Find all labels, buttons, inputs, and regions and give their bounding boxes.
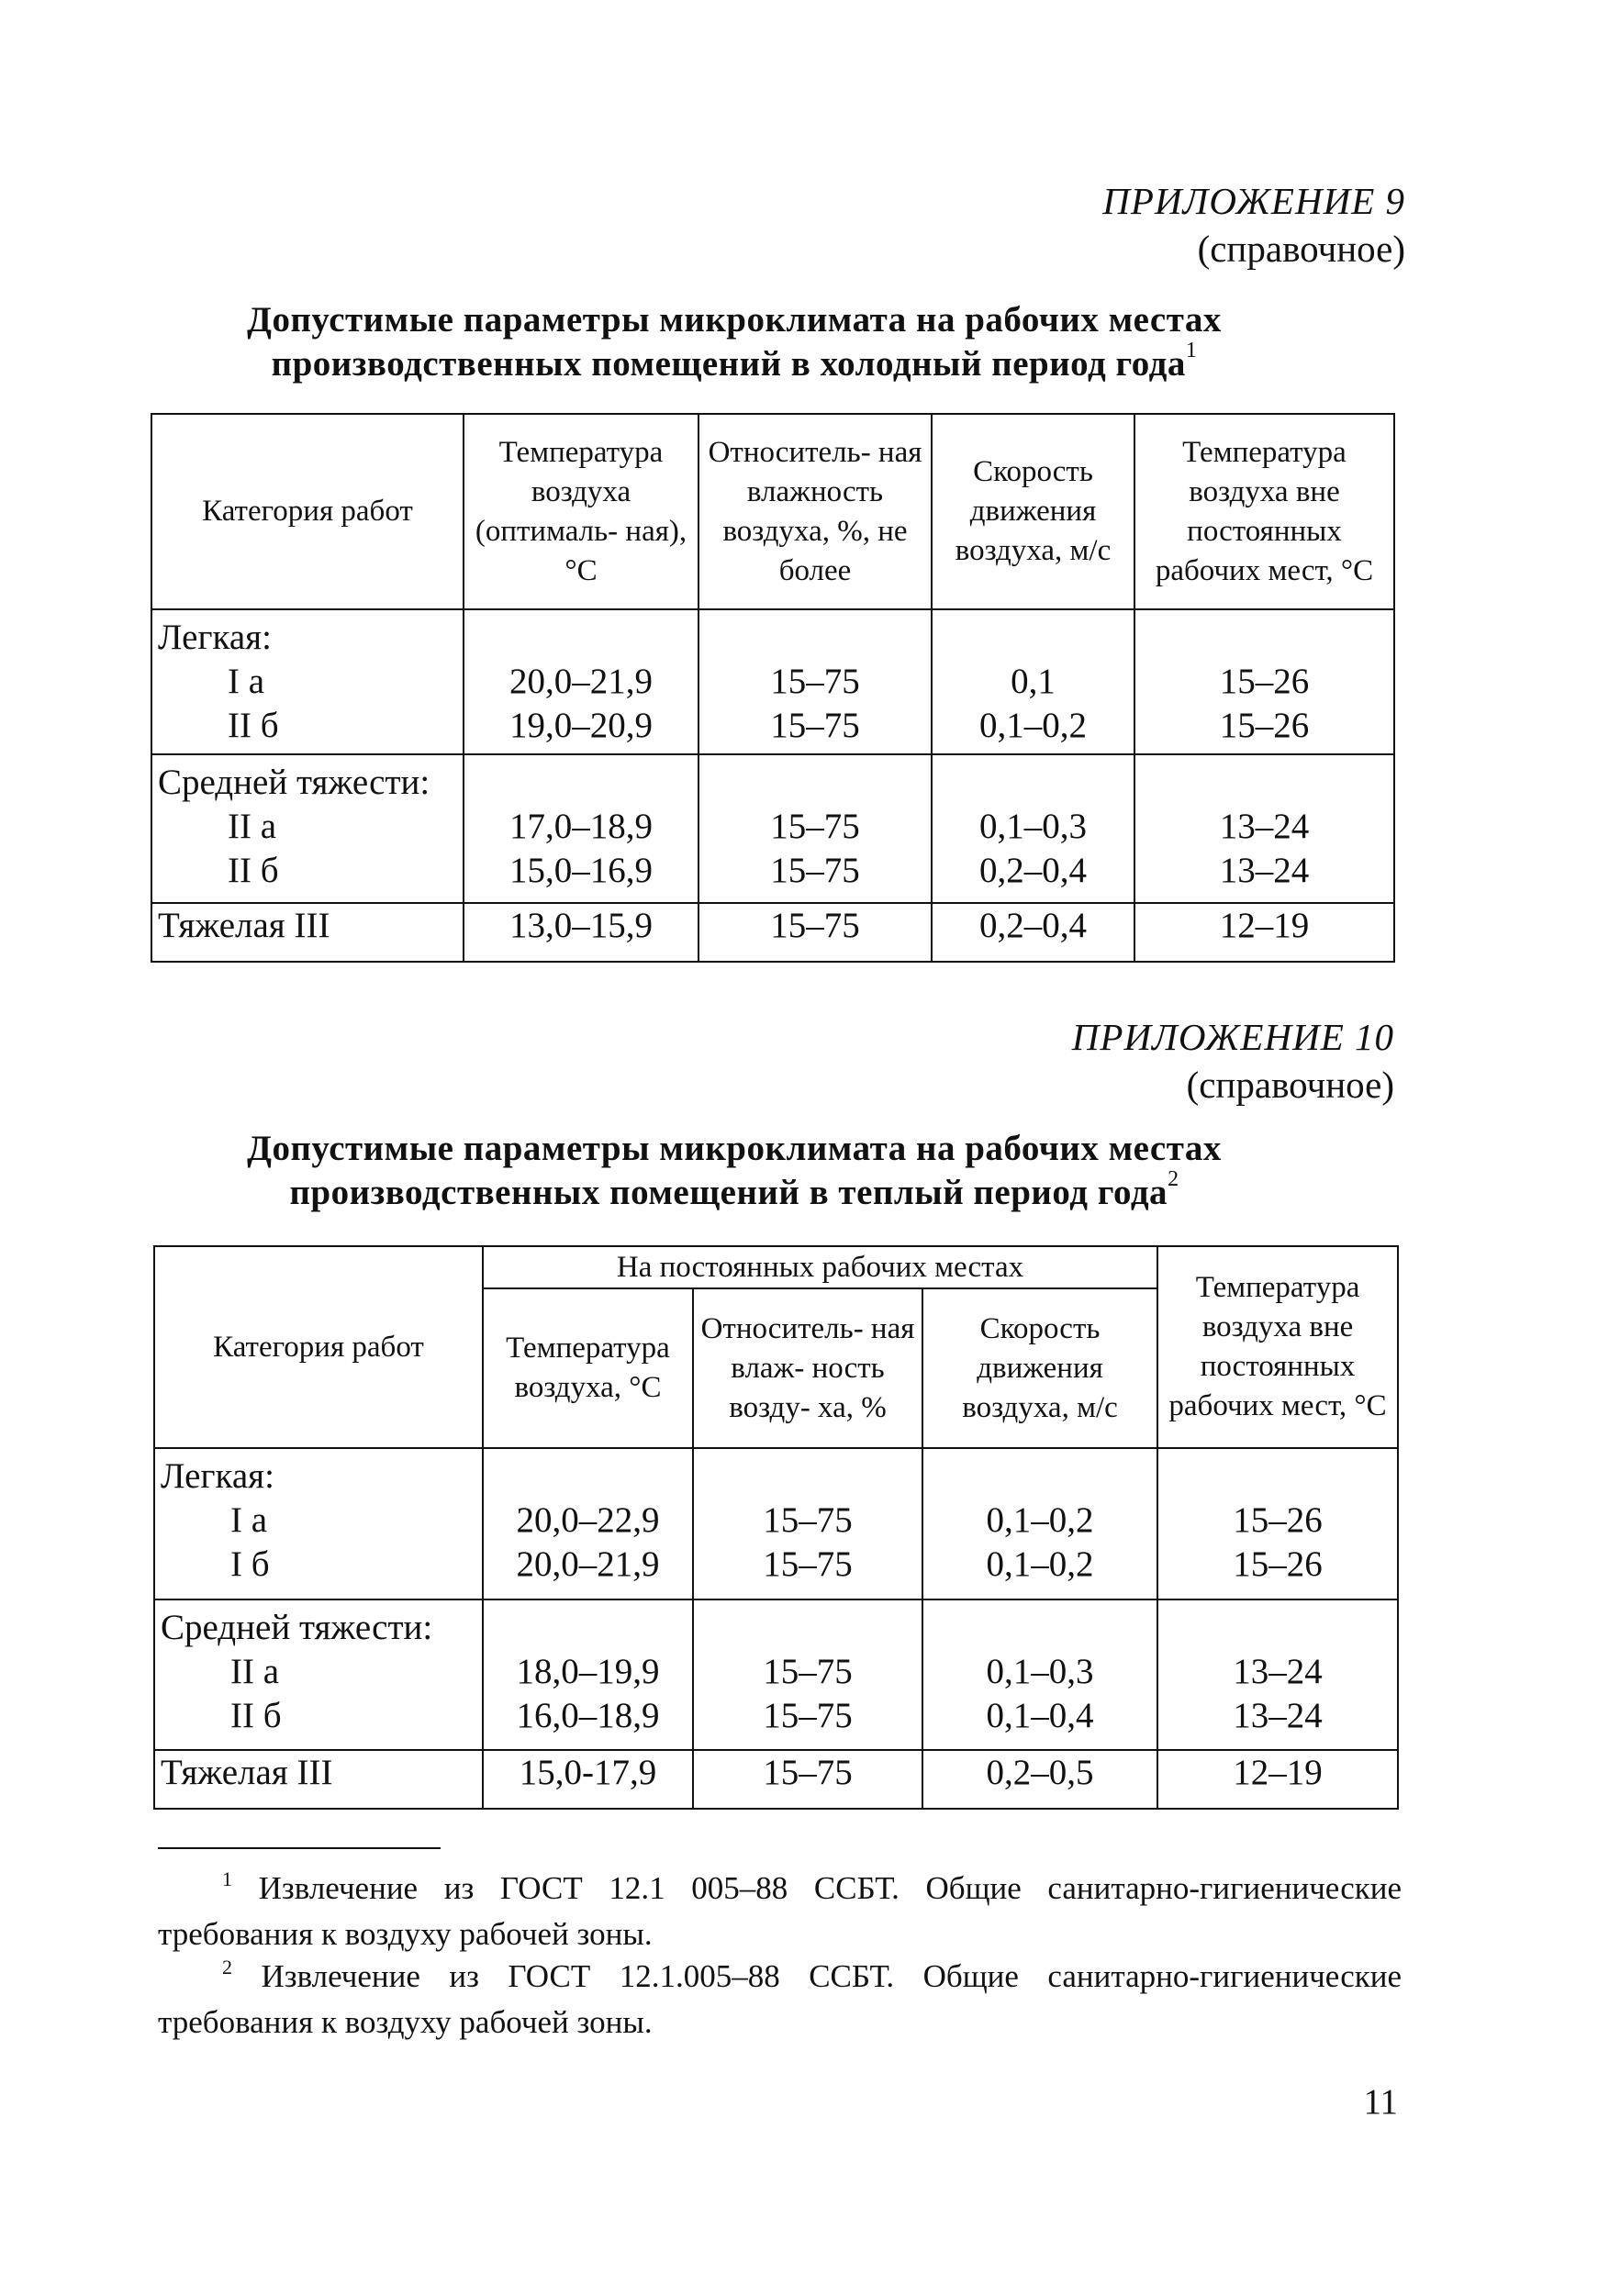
header-speed: Скорость движения воздуха, м/с [932, 414, 1134, 609]
outside-temp-value: 15–26 [1233, 1500, 1323, 1540]
group-label: Легкая: [161, 1456, 274, 1496]
humidity-value: 15–75 [763, 1696, 853, 1735]
appendix-9-heading [1102, 177, 1405, 273]
speed-cell [932, 609, 1134, 754]
outside-temp-cell [1134, 609, 1394, 754]
subcategory-label: II б [228, 851, 279, 890]
temp-value: 17,0–18,9 [509, 807, 653, 846]
table-row-light [154, 1448, 1398, 1599]
category-cell [154, 1448, 483, 1599]
outside-temp-cell [1157, 1599, 1398, 1750]
speed-value: 0,1 [1011, 662, 1056, 701]
outside-temp-value: 13–24 [1233, 1696, 1323, 1735]
category-cell: Тяжелая III [154, 1750, 483, 1809]
table-row-medium [151, 754, 1394, 903]
table-10-title-line2: производственных помещений в теплый период года [289, 1173, 1168, 1212]
appendix-10-sublabel: (справочное) [1186, 1064, 1394, 1106]
table-cold-period [151, 413, 1395, 963]
humidity-value: 15–75 [763, 1500, 853, 1540]
speed-value: 0,1–0,2 [986, 1500, 1094, 1540]
humidity-cell [693, 1599, 922, 1750]
outside-temp-value: 15–26 [1219, 706, 1310, 745]
outside-temp-value: 15–26 [1233, 1544, 1323, 1584]
subcategory-label: I б [230, 1544, 270, 1584]
table-header-row [151, 414, 1394, 609]
speed-cell [922, 1448, 1157, 1599]
appendix-9-label: ПРИЛОЖЕНИЕ 9 [1102, 180, 1405, 222]
subcategory-label: I а [230, 1500, 268, 1540]
table-warm-period [153, 1245, 1399, 1810]
humidity-value: 15–75 [693, 1750, 922, 1809]
table-header-row [154, 1246, 1398, 1288]
speed-value: 0,1–0,3 [979, 807, 1087, 846]
speed-value: 0,2–0,4 [932, 903, 1134, 962]
header-humidity: Относитель- ная влажность воздуха, %, не более [698, 414, 932, 609]
humidity-cell [698, 609, 932, 754]
temp-cell [464, 754, 698, 903]
group-label: Средней тяжести: [161, 1608, 433, 1647]
temp-cell [464, 609, 698, 754]
table-row-light [151, 609, 1394, 754]
speed-cell [922, 1599, 1157, 1750]
footnote-2-number: 2 [222, 1956, 232, 1978]
group-label: Легкая: [158, 618, 272, 657]
outside-temp-value: 12–19 [1157, 1750, 1398, 1809]
appendix-10-label: ПРИЛОЖЕНИЕ 10 [1071, 1016, 1394, 1058]
temp-value: 20,0–21,9 [509, 662, 653, 701]
outside-temp-value: 12–19 [1134, 903, 1394, 962]
appendix-9-sublabel: (справочное) [1197, 228, 1405, 270]
humidity-value: 15–75 [698, 903, 932, 962]
temp-value: 16,0–18,9 [516, 1696, 660, 1735]
group-label: Средней тяжести: [158, 763, 430, 802]
table-row-heavy [154, 1750, 1398, 1809]
temp-cell [483, 1599, 693, 1750]
footnote-1-number: 1 [222, 1867, 232, 1890]
temp-value: 15,0–16,9 [509, 851, 653, 890]
subcategory-label: II а [230, 1652, 280, 1691]
temp-value: 15,0-17,9 [483, 1750, 693, 1809]
humidity-value: 15–75 [763, 1652, 853, 1691]
header-category: Категория работ [154, 1246, 483, 1448]
humidity-value: 15–75 [770, 662, 860, 701]
outside-temp-value: 13–24 [1219, 851, 1310, 890]
footnote-ref-2[interactable]: 2 [1168, 1167, 1179, 1191]
humidity-value: 15–75 [770, 807, 860, 846]
speed-cell [932, 754, 1134, 903]
temp-value: 20,0–21,9 [516, 1544, 660, 1584]
speed-value: 0,2–0,4 [979, 851, 1087, 890]
footnote-divider [158, 1847, 441, 1849]
header-humidity: Относитель- ная влаж- ность возду- ха, % [693, 1288, 922, 1448]
footnote-2 [158, 1954, 1402, 2045]
temp-value: 20,0–22,9 [516, 1500, 660, 1540]
header-temp-outside: Температура воздуха вне постоянных рабочих мест, °C [1134, 414, 1394, 609]
table-row-heavy [151, 903, 1394, 962]
appendix-10-heading [1072, 1013, 1394, 1109]
footnote-2-text: Извлечение из ГОСТ 12.1.005–88 ССБТ. Общие санитарно-гигиенические требования к воздуху рабочей зоны. [158, 1958, 1402, 2040]
category-cell [151, 609, 464, 754]
speed-value: 0,1–0,2 [979, 706, 1087, 745]
speed-value: 0,1–0,3 [986, 1652, 1094, 1691]
footnote-1-text: Извлечение из ГОСТ 12.1 005–88 ССБТ. Общие санитарно-гигиенические требования к воздуху рабочей зоны. [158, 1870, 1402, 1952]
temp-value: 18,0–19,9 [516, 1652, 660, 1691]
humidity-cell [698, 754, 932, 903]
outside-temp-value: 13–24 [1233, 1652, 1323, 1691]
footnote-ref-1[interactable]: 1 [1185, 339, 1198, 362]
outside-temp-value: 13–24 [1219, 807, 1310, 846]
table-row-medium [154, 1599, 1398, 1750]
table-10-title-line1: Допустимые параметры микроклимата на рабочих местах [247, 1129, 1222, 1168]
table-9-title-line2: производственных помещений в холодный период года [271, 344, 1186, 384]
subcategory-label: II а [228, 807, 277, 846]
subcategory-label: II б [228, 706, 279, 745]
table-9-title [156, 298, 1313, 386]
outside-temp-cell [1157, 1448, 1398, 1599]
outside-temp-cell [1134, 754, 1394, 903]
speed-value: 0,1–0,4 [986, 1696, 1094, 1735]
category-cell [151, 754, 464, 903]
subcategory-label: I а [228, 662, 265, 701]
header-speed: Скорость движения воздуха, м/с [922, 1288, 1157, 1448]
page-number: 11 [1363, 2082, 1398, 2122]
table-10-title [156, 1127, 1313, 1215]
humidity-value: 15–75 [770, 851, 860, 890]
table-9-title-line1: Допустимые параметры микроклимата на рабочих местах [247, 300, 1222, 340]
header-permanent-group: На постоянных рабочих местах [483, 1246, 1157, 1288]
category-cell: Тяжелая III [151, 903, 464, 962]
speed-value: 0,2–0,5 [922, 1750, 1157, 1809]
humidity-value: 15–75 [770, 706, 860, 745]
header-temp: Температура воздуха, °C [483, 1288, 693, 1448]
footnote-1 [158, 1866, 1402, 1957]
subcategory-label: II б [230, 1696, 282, 1735]
temp-value: 13,0–15,9 [464, 903, 698, 962]
temp-value: 19,0–20,9 [509, 706, 653, 745]
temp-cell [483, 1448, 693, 1599]
humidity-value: 15–75 [763, 1544, 853, 1584]
category-cell [154, 1599, 483, 1750]
header-category: Категория работ [151, 414, 464, 609]
header-temp-optimal: Температура воздуха (оптималь- ная), °C [464, 414, 698, 609]
header-temp-outside: Температура воздуха вне постоянных рабочих мест, °C [1157, 1246, 1398, 1448]
outside-temp-value: 15–26 [1219, 662, 1310, 701]
humidity-cell [693, 1448, 922, 1599]
speed-value: 0,1–0,2 [986, 1544, 1094, 1584]
